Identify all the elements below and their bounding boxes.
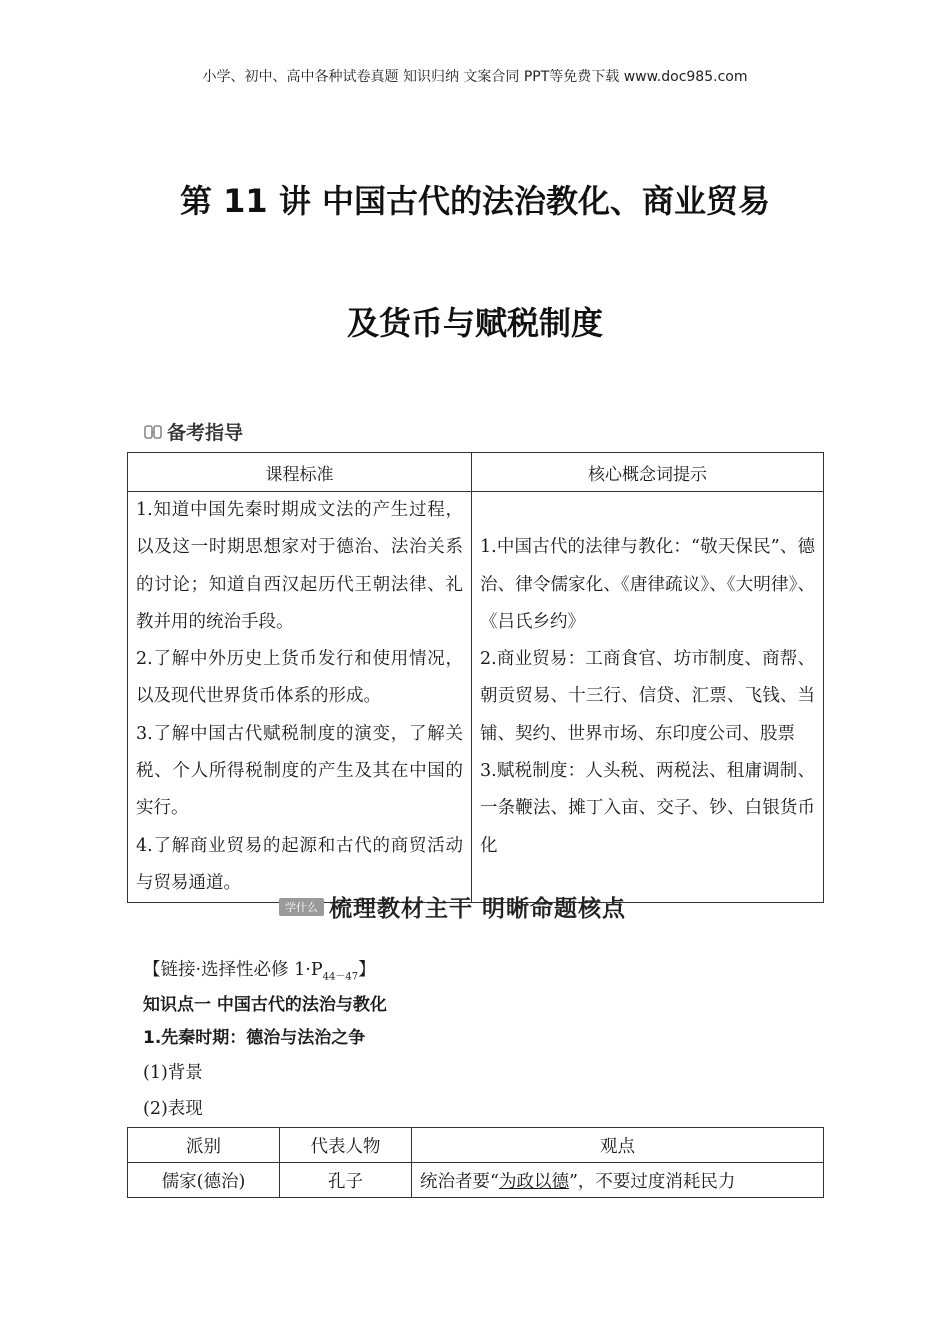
- guide-heading: [143, 418, 243, 445]
- link-prefix: 【链接·选择性必修 1·P: [143, 960, 323, 980]
- concept-item: 2.商业贸易：工商食官、坊市制度、商帮、朝贡贸易、十三行、信贷、汇票、飞钱、当铺、契约、世界市场、东印度公司、股票: [480, 649, 815, 744]
- lecture-title-line2: 及货币与赋税制度: [346, 304, 603, 342]
- link-pages: 44－47: [322, 971, 359, 983]
- schools-header-school: 派别: [128, 1128, 280, 1163]
- standard-item: 3.了解中国古代赋税制度的演变，了解关税、个人所得税制度的产生及其在中国的实行。: [136, 723, 463, 819]
- concept-item: 3.赋税制度：人头税、两税法、租庸调制、一条鞭法、摊丁入亩、交子、钞、白银货币化: [480, 761, 815, 856]
- view-text-after: ”，不要过度消耗民力: [568, 1171, 736, 1192]
- concepts-cell: [472, 492, 824, 903]
- standards-table: [127, 452, 824, 903]
- expression-label: (2)表现: [143, 1099, 203, 1119]
- person-cell: 孔子: [280, 1163, 412, 1198]
- schools-table: [127, 1127, 824, 1198]
- standards-header-concepts: 核心概念词提示: [472, 453, 824, 492]
- view-text-before: 统治者要“: [420, 1171, 499, 1192]
- page-header: 小学、初中、高中各种试卷真题 知识归纳 文案合同 PPT等免费下载 www.doc985.com: [202, 69, 748, 85]
- view-cell: [412, 1163, 824, 1198]
- background-label: (1)背景: [143, 1063, 203, 1083]
- standards-header-course: 课程标准: [128, 453, 472, 492]
- book-icon: [143, 422, 163, 442]
- guide-label: 备考指导: [167, 422, 244, 444]
- standard-item: 1.知道中国先秦时期成文法的产生过程，以及这一时期思想家对于德治、法治关系的讨论；知道自西汉起历代王朝法律、礼教并用的统治手段。: [136, 500, 463, 632]
- table-row: [128, 1163, 824, 1198]
- concept-item: 1.中国古代的法律与教化：“敬天保民”、德治、律令儒家化、《唐律疏议》、《大明律》、《吕氏乡约》: [480, 537, 815, 632]
- view-underlined: 为政以德: [498, 1171, 569, 1192]
- knowledge-point-heading: 知识点一 中国古代的法治与教化: [143, 995, 387, 1015]
- standards-cell: [128, 492, 472, 903]
- schools-header-person: 代表人物: [280, 1128, 412, 1163]
- subheading: 1.先秦时期：德治与法治之争: [143, 1028, 366, 1048]
- school-cell: 儒家(德治): [128, 1163, 280, 1198]
- standard-item: 2.了解中外历史上货币发行和使用情况，以及现代世界货币体系的形成。: [136, 649, 463, 707]
- link-suffix: 】: [358, 960, 376, 980]
- schools-header-view: 观点: [412, 1128, 824, 1163]
- lecture-title-line1: 第 11 讲 中国古代的法治教化、商业贸易: [180, 182, 770, 220]
- textbook-link: [143, 956, 376, 983]
- section-title: 梳理教材主干 明晰命题核点: [329, 896, 627, 922]
- standard-item: 4.了解商业贸易的起源和古代的商贸活动与贸易通道。: [136, 835, 463, 893]
- section-badge: 学什么: [279, 898, 324, 916]
- section-banner: [279, 890, 626, 923]
